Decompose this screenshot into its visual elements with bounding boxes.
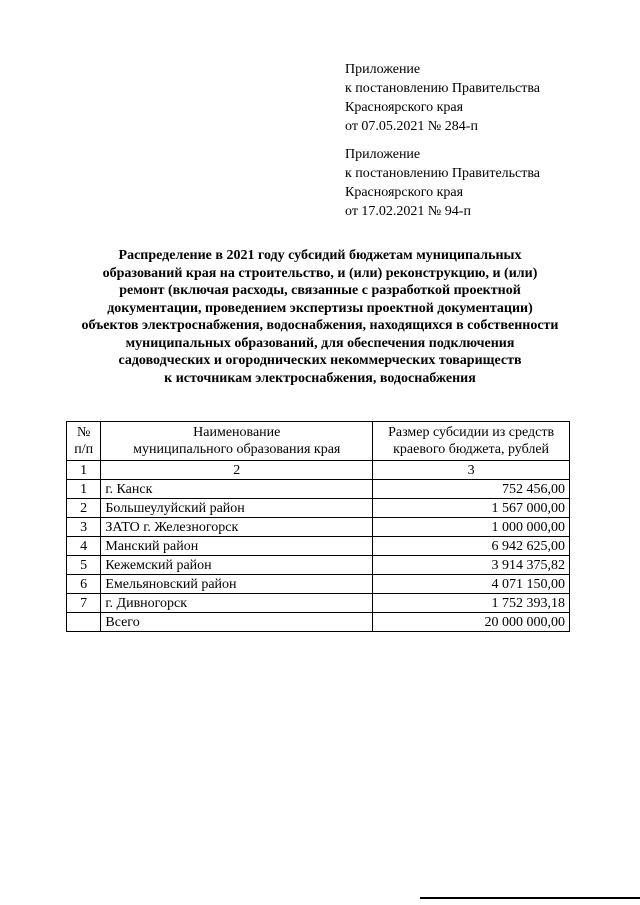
total-row bbox=[67, 613, 570, 632]
appendix-line: Приложение bbox=[345, 62, 421, 77]
table-row bbox=[67, 556, 570, 575]
header-text: № bbox=[77, 425, 91, 440]
title-line: Распределение в 2021 году субсидий бюджетам муниципальных bbox=[118, 248, 522, 263]
row-amount: 3 914 375,82 bbox=[373, 556, 570, 575]
title-line: к источникам электроснабжения, водоснабжения bbox=[164, 370, 476, 386]
appendix-line: Красноярского края bbox=[345, 185, 464, 200]
header-text: п/п bbox=[74, 442, 94, 457]
total-number-empty bbox=[67, 613, 101, 632]
column-index: 1 bbox=[67, 461, 101, 480]
row-amount: 752 456,00 bbox=[373, 480, 570, 499]
appendix-header-1 bbox=[345, 60, 540, 136]
row-number: 1 bbox=[67, 480, 101, 499]
row-amount: 6 942 625,00 bbox=[373, 537, 570, 556]
header-text: краевого бюджета, рублей bbox=[393, 442, 550, 457]
row-municipality: Большеулуйский район bbox=[101, 499, 373, 518]
row-amount: 4 071 150,00 bbox=[373, 575, 570, 594]
row-amount: 1 000 000,00 bbox=[373, 518, 570, 537]
row-number: 6 bbox=[67, 575, 101, 594]
header-amount bbox=[373, 422, 570, 461]
total-label: Всего bbox=[101, 613, 373, 632]
title-line: объектов электроснабжения, водоснабжения, находящихся в собственности bbox=[81, 318, 559, 333]
row-municipality: г. Канск bbox=[101, 480, 373, 499]
table-header-row bbox=[67, 422, 570, 461]
table-row bbox=[67, 499, 570, 518]
subsidy-table bbox=[66, 421, 570, 632]
appendix-line: от 07.05.2021 № 284-п bbox=[345, 119, 478, 134]
header-number bbox=[67, 422, 101, 461]
row-number: 7 bbox=[67, 594, 101, 613]
appendix-line: к постановлению Правительства bbox=[345, 166, 541, 181]
row-municipality: Емельяновский район bbox=[101, 575, 373, 594]
row-municipality: Кежемский район bbox=[101, 556, 373, 575]
row-municipality: г. Дивногорск bbox=[101, 594, 373, 613]
row-number: 2 bbox=[67, 499, 101, 518]
row-municipality: Манский район bbox=[101, 537, 373, 556]
appendix-line: Красноярского края bbox=[345, 100, 464, 115]
table-row bbox=[67, 480, 570, 499]
column-index: 3 bbox=[373, 461, 570, 480]
scan-edge-line bbox=[420, 897, 640, 899]
row-number: 3 bbox=[67, 518, 101, 537]
title-line: документации, проведением экспертизы проектной документации) bbox=[107, 300, 533, 316]
appendix-line: от 17.02.2021 № 94-п bbox=[345, 204, 471, 219]
row-amount: 1 567 000,00 bbox=[373, 499, 570, 518]
row-municipality: ЗАТО г. Железногорск bbox=[101, 518, 373, 537]
table-row bbox=[67, 594, 570, 613]
table-row bbox=[67, 575, 570, 594]
column-index: 2 bbox=[101, 461, 373, 480]
appendix-line: Приложение bbox=[345, 147, 421, 162]
title-line: ремонт (включая расходы, связанные с разработкой проектной bbox=[119, 283, 521, 298]
title-line: муниципальных образований, для обеспечения подключения bbox=[125, 335, 515, 351]
column-index-row bbox=[67, 461, 570, 480]
total-amount: 20 000 000,00 bbox=[373, 613, 570, 632]
row-number: 4 bbox=[67, 537, 101, 556]
row-number: 5 bbox=[67, 556, 101, 575]
document-title bbox=[40, 247, 600, 387]
header-text: Наименование bbox=[193, 425, 281, 440]
header-text: муниципального образования края bbox=[133, 442, 341, 457]
table-row bbox=[67, 518, 570, 537]
title-line: садоводческих и огороднических некоммерческих товариществ bbox=[118, 353, 522, 368]
table-row bbox=[67, 537, 570, 556]
appendix-header-2 bbox=[345, 145, 540, 221]
title-line: образований края на строительство, и (или) реконструкцию, и (или) bbox=[102, 265, 538, 281]
header-municipality bbox=[101, 422, 373, 461]
appendix-line: к постановлению Правительства bbox=[345, 81, 541, 96]
header-text: Размер субсидии из средств bbox=[388, 425, 555, 440]
row-amount: 1 752 393,18 bbox=[373, 594, 570, 613]
